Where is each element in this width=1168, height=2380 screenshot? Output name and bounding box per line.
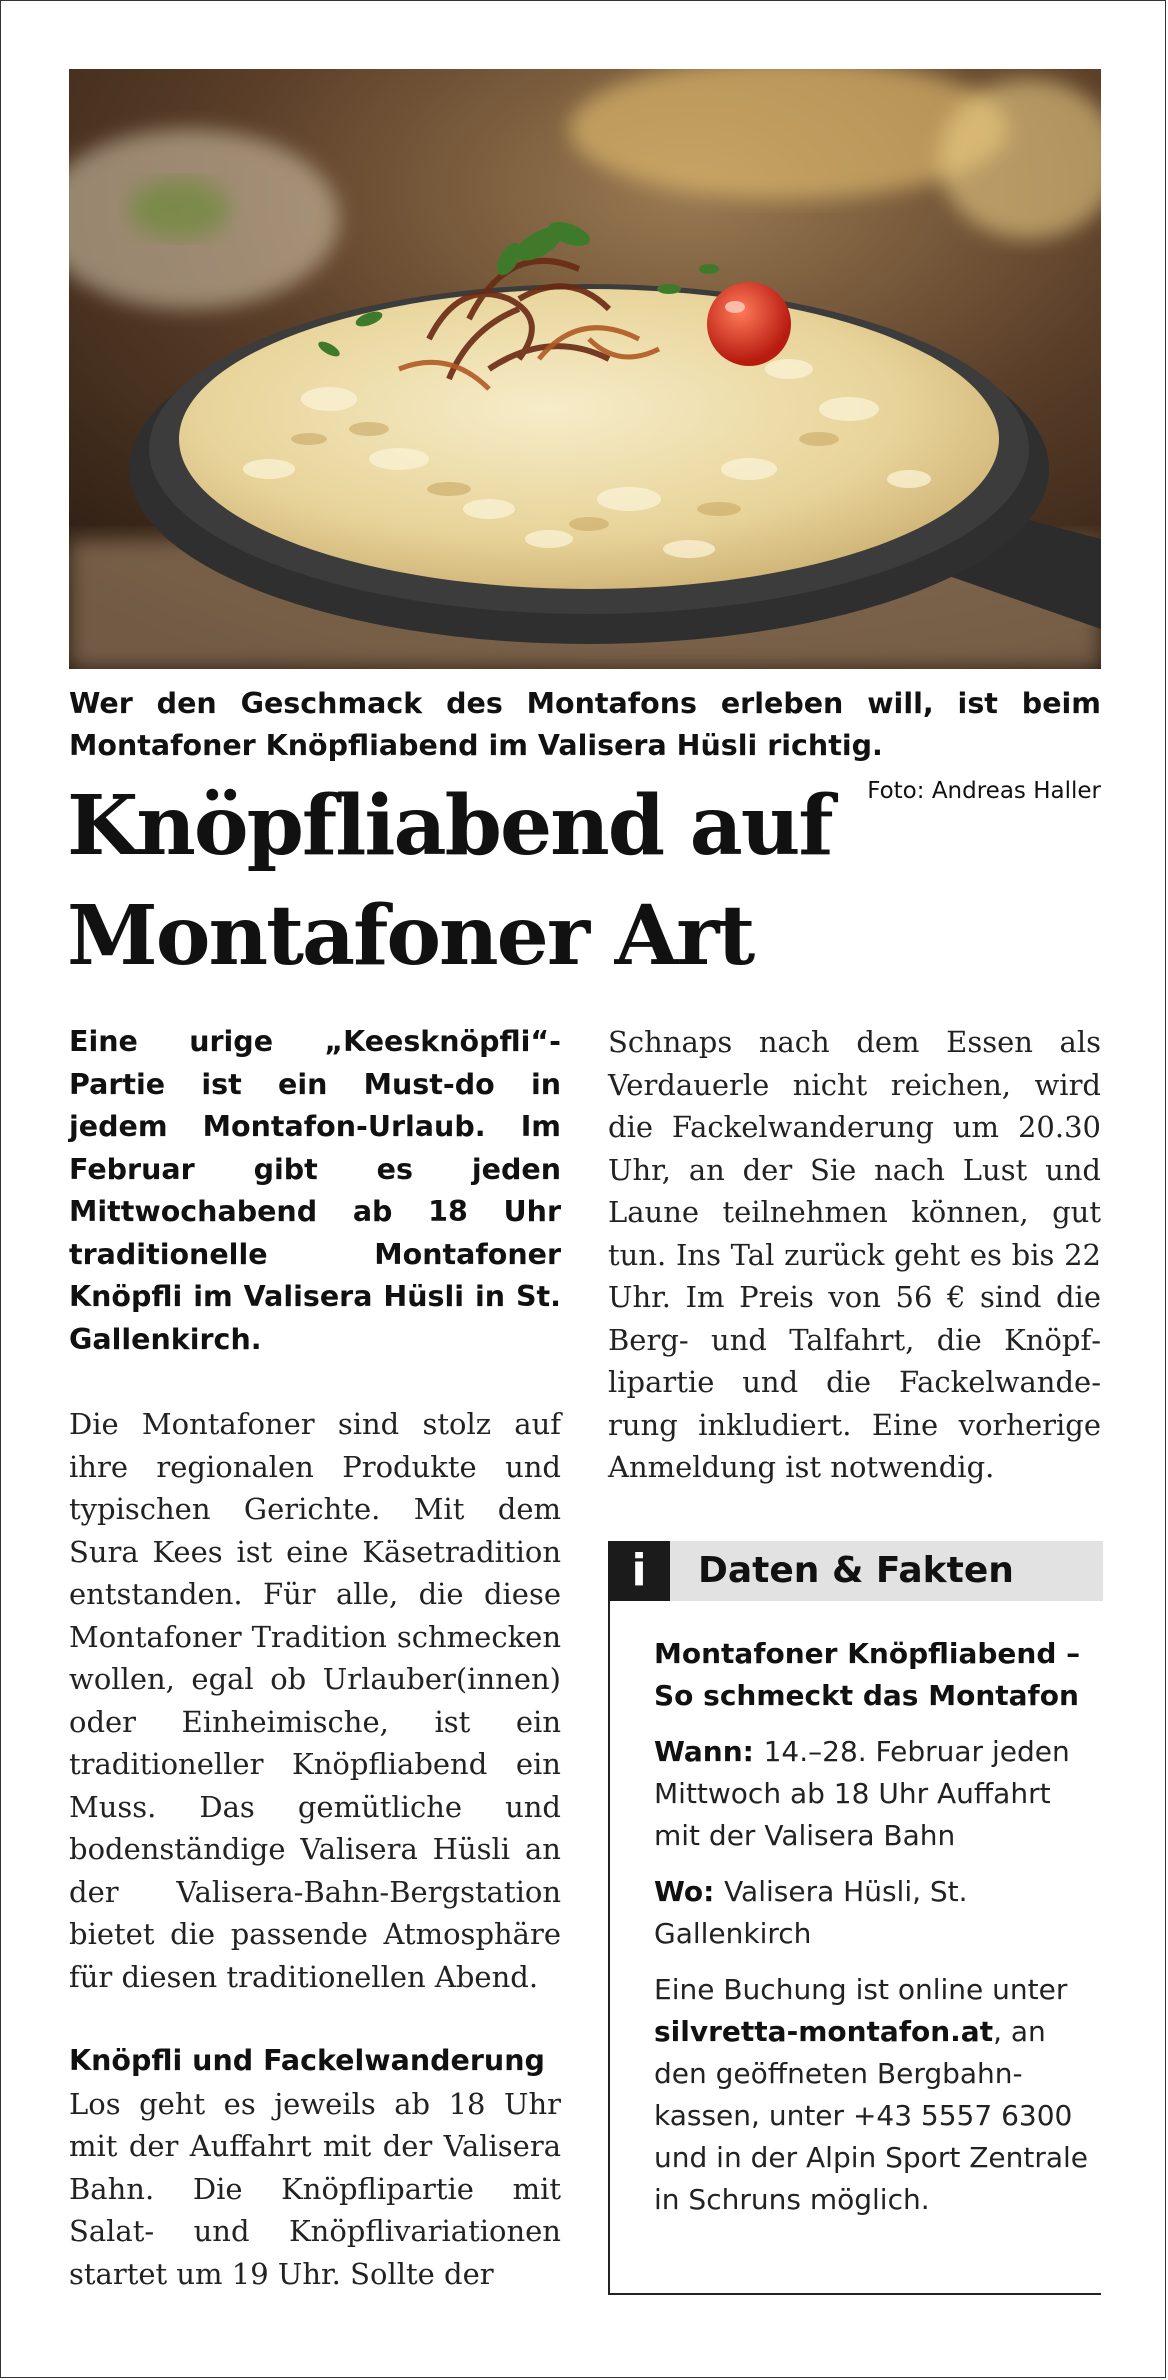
caption-text: Wer den Geschmack des Montafons erleben will, ist beim Montafoner Knöpfliabend im Valisera Hüsli richtig. <box>69 687 1101 762</box>
article-column-right <box>608 1021 1101 1489</box>
when-text: 14.–28. Februar jeden Mittwoch ab 18 Uhr Auffahrt mit der Valisera Bahn <box>654 1735 1070 1852</box>
facts-box-title: Daten & Fakten <box>698 1550 1014 1591</box>
headline-line-1: Knöpfliabend auf <box>67 778 832 874</box>
booking-text-before: Eine Buchung ist online unter <box>654 1973 1068 2006</box>
event-when <box>654 1731 1089 1857</box>
event-where <box>654 1871 1089 1955</box>
lead-paragraph: Eine urige „Keesknöpfli“-Partie ist ein Must-do in jedem Montafon-Urlaub. Im Februar gibt es jeden Mittwochabend ab 18 Uhr traditionelle Montafoner Knöpfli im Valisera Hüsli in St. Gallenkirch. <box>69 1025 561 1356</box>
facts-box <box>608 1541 1101 2295</box>
subheading: Knöpfli und Fackelwanderung <box>69 2044 545 2077</box>
booking-info <box>654 1969 1089 2221</box>
facts-box-header <box>608 1541 1103 1601</box>
info-icon: i <box>608 1541 670 1601</box>
booking-text-after: , an den geöffneten Bergbahnkassen, unter +43 5557 6300 und in der Alpin Sport Zentrale in Schruns möglich. <box>654 2015 1089 2216</box>
body-paragraph-3: Schnaps nach dem Essen als Verdauerle nicht reichen, wird die Fackelwanderung um 20.30 Uhr, an der Sie nach Lust und Laune teilnehmen können, gut tun. Ins Tal zurück geht es bis 22 Uhr. Im Preis von 56 € sind die Berg- und Talfahrt, die Knöpflipartie und die Fackelwanderung inkludiert. Eine vorherige Anmeldung ist notwendig. <box>608 1025 1101 1484</box>
booking-link[interactable]: silvretta-montafon.at <box>654 2015 994 2048</box>
body-paragraph-2: Los geht es jeweils ab 18 Uhr mit der Auffahrt mit der Valisera Bahn. Die Knöpflipartie mit Salat- und Knöpflivariationen startet um 19 Uhr. Sollte der <box>69 2086 561 2291</box>
body-paragraph-1: Die Montafoner sind stolz auf ihre regionalen Produkte und typischen Gerichte. Mit dem Sura Kees ist eine Käsetradition entstanden. Für alle, die diese Montafoner Tradition schmecken wollen, egal ob Urlauber(innen) oder Einheimische, ist ein traditioneller Knöpfliabend ein Muss. Das gemütliche und bodenständige Valisera Hüsli an der Valisera-Bahn-Bergstation bietet die passende Atmosphäre für diesen traditionellen Abend. <box>69 1407 561 1994</box>
headline-line-2: Montafoner Art <box>67 888 754 984</box>
photo-credit: Foto: Andreas Haller <box>867 778 1101 804</box>
food-photo <box>69 69 1101 669</box>
article-column-left <box>69 1021 561 2295</box>
food-photo-image <box>69 69 1101 669</box>
event-title: Montafoner Knöpfliabend – So schmeckt das Montafon <box>654 1637 1081 1712</box>
where-label: Wo: <box>654 1875 725 1908</box>
headline <box>67 771 1107 991</box>
facts-box-content <box>654 1633 1089 2235</box>
where-text: Valisera Hüsli, St. Gallenkirch <box>654 1875 968 1950</box>
when-label: Wann: <box>654 1735 764 1768</box>
